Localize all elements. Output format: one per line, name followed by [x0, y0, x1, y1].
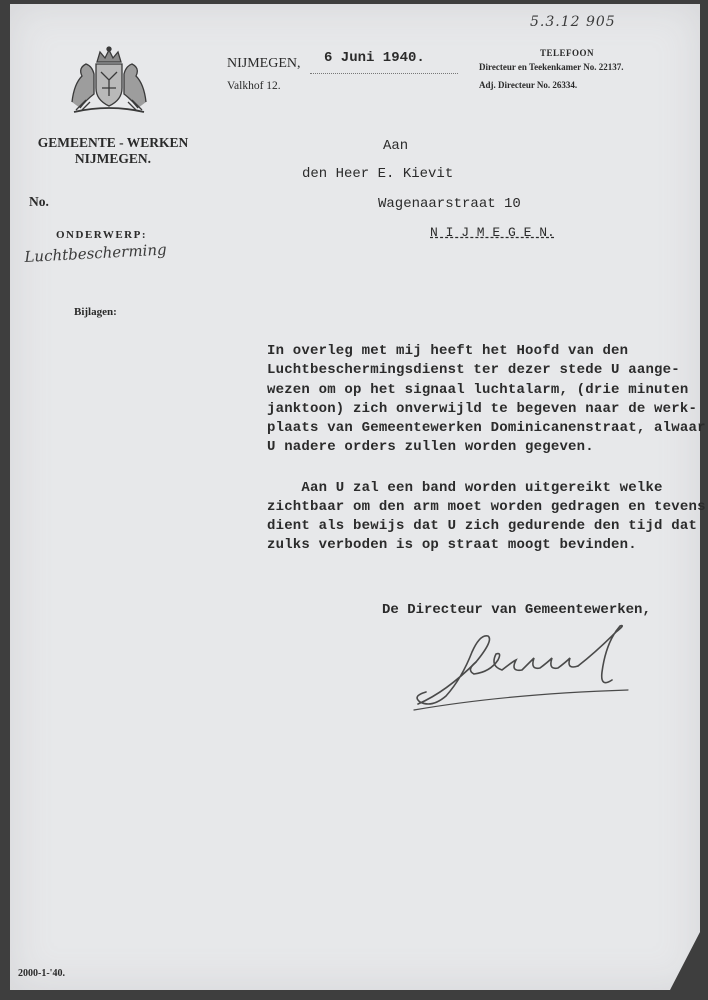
subject-label: ONDERWERP:	[56, 229, 148, 241]
attachments-label: Bijlagen:	[74, 306, 117, 318]
closing-line: De Directeur van Gemeentewerken,	[382, 602, 651, 618]
body-line: dient als bewijs dat U zich gedurende den tijd dat	[267, 518, 698, 534]
letterhead-city: NIJMEGEN,	[227, 56, 301, 71]
letter-date: 6 Juni 1940.	[324, 50, 425, 66]
org-name-line1: GEMEENTE - WERKEN	[37, 135, 189, 150]
letter-sheet	[10, 4, 706, 990]
org-name	[29, 135, 197, 167]
no-label: No.	[29, 194, 49, 209]
body-line: In overleg met mij heeft het Hoofd van den	[267, 343, 629, 359]
phone-title: TELEFOON	[540, 48, 595, 58]
recipient-city: N I J M E G E N.	[430, 225, 555, 240]
coat-of-arms-logo	[64, 44, 154, 116]
footer-print-code: 2000-1-'40.	[18, 968, 65, 979]
handwritten-signature	[406, 622, 636, 712]
subject-value: Luchtbescherming	[24, 240, 168, 266]
archive-note: 5.3.12 905	[530, 14, 616, 30]
body-line: janktoon) zich onverwijld te begeven naar de werk-	[267, 401, 698, 417]
body-line: Luchtbeschermingsdienst ter dezer stede U aange-	[267, 362, 680, 378]
body-line: U nadere orders zullen worden gegeven.	[267, 439, 594, 455]
body-line: plaats van Gemeentewerken Dominicanenstraat, alwaar	[267, 420, 706, 436]
body-line: zichtbaar om den arm moet worden gedragen en tevens	[267, 499, 706, 515]
body-line: wezen om op het signaal luchtalarm, (drie minuten	[267, 382, 689, 398]
phone-line-2: Adj. Directeur No. 26334.	[479, 80, 578, 90]
org-name-line2: NIJMEGEN.	[74, 151, 152, 166]
letterhead-address: Valkhof 12.	[227, 80, 281, 92]
recipient-aan: Aan	[383, 138, 409, 154]
body-line: Aan U zal een band worden uitgereikt welke	[267, 480, 663, 496]
phone-line-1: Directeur en Teekenkamer No. 22137.	[479, 62, 624, 72]
date-dotted-line	[310, 72, 458, 74]
folded-corner	[670, 932, 700, 990]
body-line: zulks verboden is op straat moogt bevinden.	[267, 537, 637, 553]
recipient-street: Wagenaarstraat 10	[378, 196, 521, 212]
recipient-name: den Heer E. Kievit	[302, 166, 454, 182]
